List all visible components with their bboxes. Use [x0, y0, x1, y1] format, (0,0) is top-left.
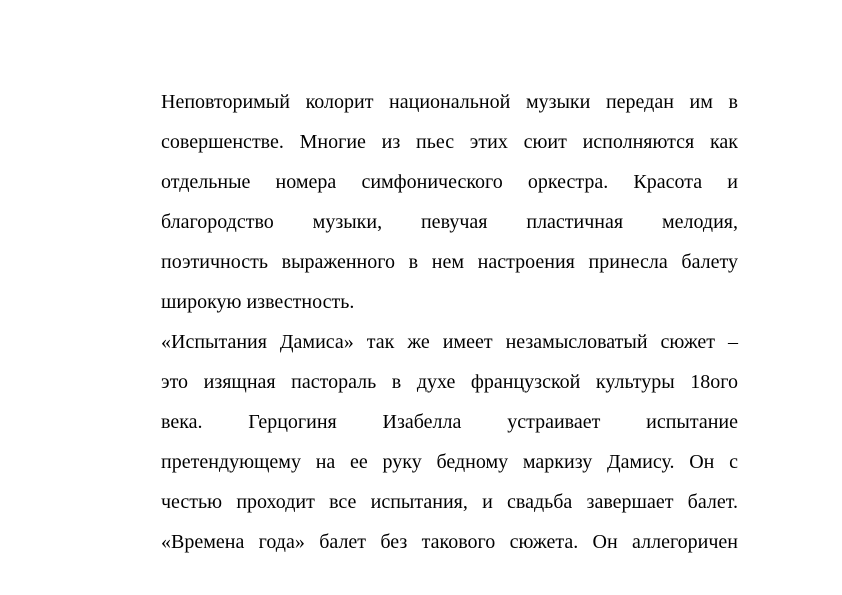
text-line: широкую известность.: [161, 291, 355, 313]
text-line: Неповторимый колорит национальной музыки передан им в: [161, 91, 738, 113]
text-line: честью проходит все испытания, и свадьба завершает балет.: [161, 491, 738, 513]
text-line: «Испытания Дамиса» так же имеет незамысловатый сюжет –: [161, 331, 738, 353]
text-line: претендующему на ее руку бедному маркизу Дамису. Он с: [161, 451, 738, 473]
text-line: отдельные номера симфонического оркестра. Красота и: [161, 171, 738, 193]
text-line: это изящная пастораль в духе французской культуры 18ого: [161, 371, 738, 393]
text-line: века. Герцогиня Изабелла устраивает испытание: [161, 411, 738, 433]
text-line: поэтичность выраженного в нем настроения принесла балету: [161, 251, 738, 273]
text-line: благородство музыки, певучая пластичная мелодия,: [161, 211, 738, 233]
text-line: «Времена года» балет без такового сюжета. Он аллегоричен: [161, 531, 738, 553]
text-line: совершенстве. Многие из пьес этих сюит исполняются как: [161, 131, 738, 153]
body-text: [161, 82, 738, 562]
